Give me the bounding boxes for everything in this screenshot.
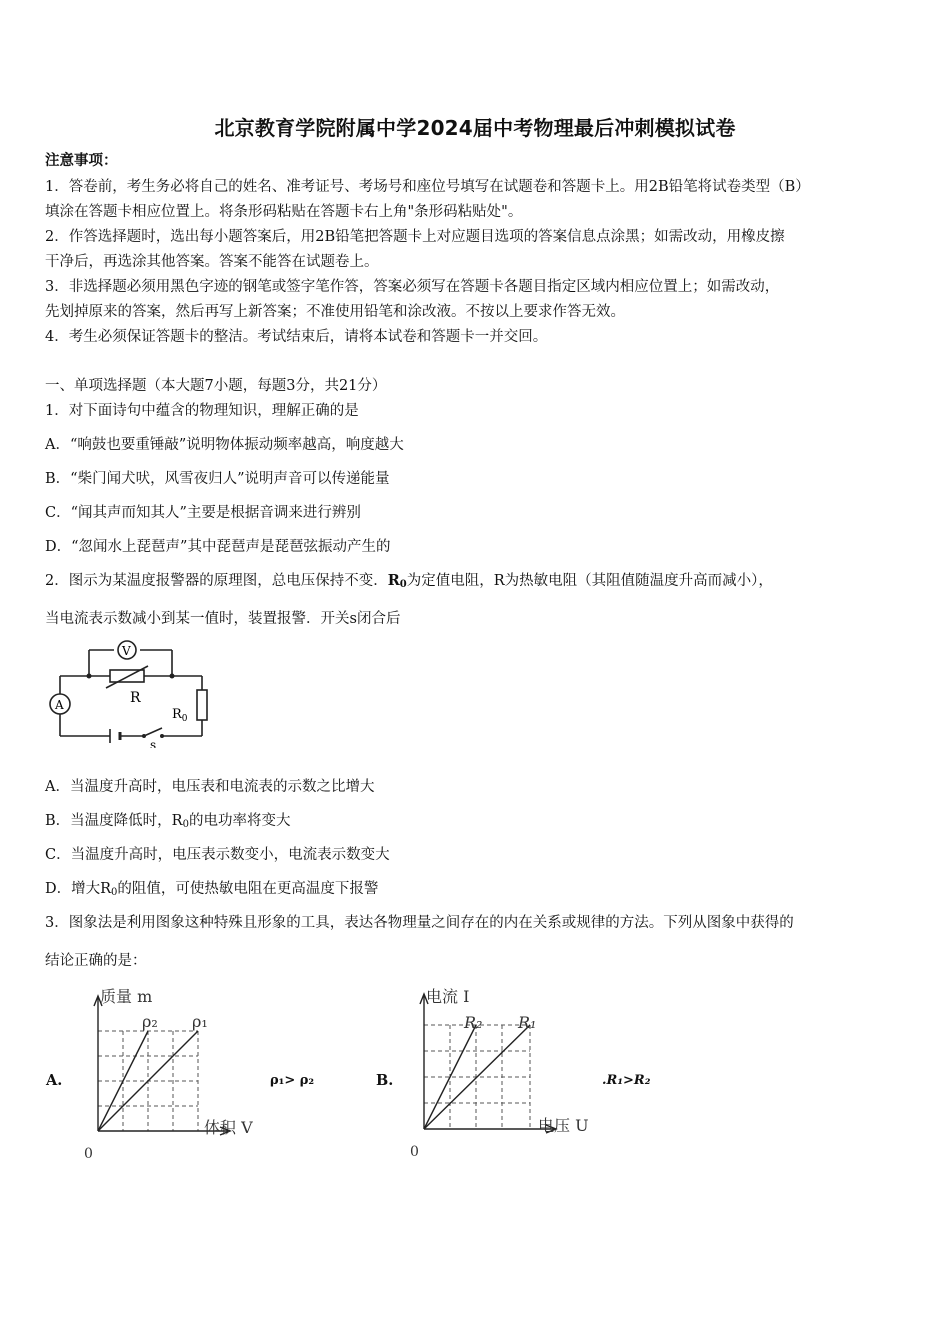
q3-option-b-label: B. xyxy=(376,1072,394,1089)
q1-option-a: A．“响鼓也要重锤敲”说明物体振动频率越高，响度越大 xyxy=(45,437,404,453)
notice-line: 2．作答选择题时，选出每小题答案后，用2B铅笔把答题卡上对应题目选项的答案信息点涂黑；如需改动，用橡皮擦 xyxy=(45,229,785,245)
fixed-resistor-label: $R_0$ xyxy=(172,707,188,724)
x-axis-label: 电压 U xyxy=(538,1116,589,1135)
notice-line: 3．非选择题必须用黑色字迹的钢笔或签字笔作答，答案必须写在答题卡各题目指定区域内相应位置上；如需改动， xyxy=(45,279,780,295)
line-label-r2: R₂ xyxy=(464,1013,483,1032)
notice-line: 1．答卷前，考生务必将自己的姓名、准考证号、考场号和座位号填写在试题卷和答题卡上。用2B铅笔将试卷类型（B） xyxy=(45,179,810,195)
line-label-r1: R₁ xyxy=(518,1013,537,1032)
notice-line: 4．考生必须保证答题卡的整洁。考试结束后，请将本试卷和答题卡一并交回。 xyxy=(45,329,548,345)
circuit-node xyxy=(170,674,175,679)
origin-label: 0 xyxy=(410,1144,419,1160)
q2-option-a: A．当温度升高时，电压表和电流表的示数之比增大 xyxy=(45,779,375,795)
q1-stem: 1．对下面诗句中蕴含的物理知识，理解正确的是 xyxy=(45,403,359,419)
switch-label: s xyxy=(150,738,157,748)
graph-mass-volume xyxy=(78,982,278,1162)
voltmeter-label: V xyxy=(122,644,131,658)
q2-stem-line2: 当电流表示数减小到某一值时，装置报警．开关s闭合后 xyxy=(45,611,401,627)
y-axis-label: 质量 m xyxy=(100,987,153,1006)
page-title: 北京教育学院附属中学2024届中考物理最后冲刺模拟试卷 xyxy=(214,116,736,140)
graph-current-voltage xyxy=(404,982,604,1162)
q3-stem-line1: 3．图象法是利用图象这种特殊且形象的工具，表达各物理量之间存在的内在关系或规律的方法。下列从图象中获得的 xyxy=(45,915,794,931)
notice-line: 填涂在答题卡相应位置上。将条形码粘贴在答题卡右上角"条形码粘贴处"。 xyxy=(45,204,523,220)
notice-line: 干净后，再选涂其他答案。答案不能答在试题卷上。 xyxy=(45,254,379,270)
switch-lever xyxy=(144,728,162,736)
x-axis-label: 体积 V xyxy=(204,1118,253,1137)
y-axis-label: 电流 I xyxy=(426,987,470,1006)
section-heading: 一、单项选择题（本大题7小题，每题3分，共21分） xyxy=(45,378,387,394)
q1-option-b: B．“柴门闻犬吠，风雪夜归人”说明声音可以传递能量 xyxy=(45,471,390,487)
q2-stem-line1: 2．图示为某温度报警器的原理图，总电压保持不变．$R_0$为定值电阻，R为热敏电阻（其阻值随温度升高而减小）， xyxy=(45,572,773,590)
q2-option-b: B．当温度降低时，$R_0$的电功率将变大 xyxy=(45,813,291,830)
q3-stem-line2: 结论正确的是： xyxy=(45,953,147,969)
fixed-resistor-symbol xyxy=(197,690,207,720)
circuit-diagram xyxy=(44,636,216,748)
circuit-node xyxy=(87,674,92,679)
q3-option-a-label: A. xyxy=(46,1072,63,1089)
notice-line: 先划掉原来的答案，然后再写上新答案；不准使用铅笔和涂改液。不按以上要求作答无效。 xyxy=(45,304,625,320)
line-label-rho2: ρ₂ xyxy=(142,1012,158,1031)
q3-option-a-answer: ρ₁> ρ₂ xyxy=(270,1073,315,1088)
q3-option-b-answer: .R₁>R₂ xyxy=(602,1073,651,1088)
ammeter-label: A xyxy=(55,698,64,712)
switch-contact xyxy=(160,734,164,738)
thermistor-symbol xyxy=(110,670,144,682)
q1-option-d: D．“忽闻水上琵琶声”其中琵琶声是琵琶弦振动产生的 xyxy=(45,539,391,555)
q2-option-d: D．增大$R_0$的阻值，可使热敏电阻在更高温度下报警 xyxy=(45,881,379,898)
switch-contact xyxy=(142,734,146,738)
origin-label: 0 xyxy=(84,1146,93,1162)
notice-heading: 注意事项： xyxy=(45,152,118,169)
thermistor-label: R xyxy=(130,690,141,706)
line-label-rho1: ρ₁ xyxy=(192,1012,208,1031)
q1-option-c: C．“闻其声而知其人”主要是根据音调来进行辨别 xyxy=(45,505,361,521)
q2-option-c: C．当温度升高时，电压表示数变小，电流表示数变大 xyxy=(45,847,390,863)
